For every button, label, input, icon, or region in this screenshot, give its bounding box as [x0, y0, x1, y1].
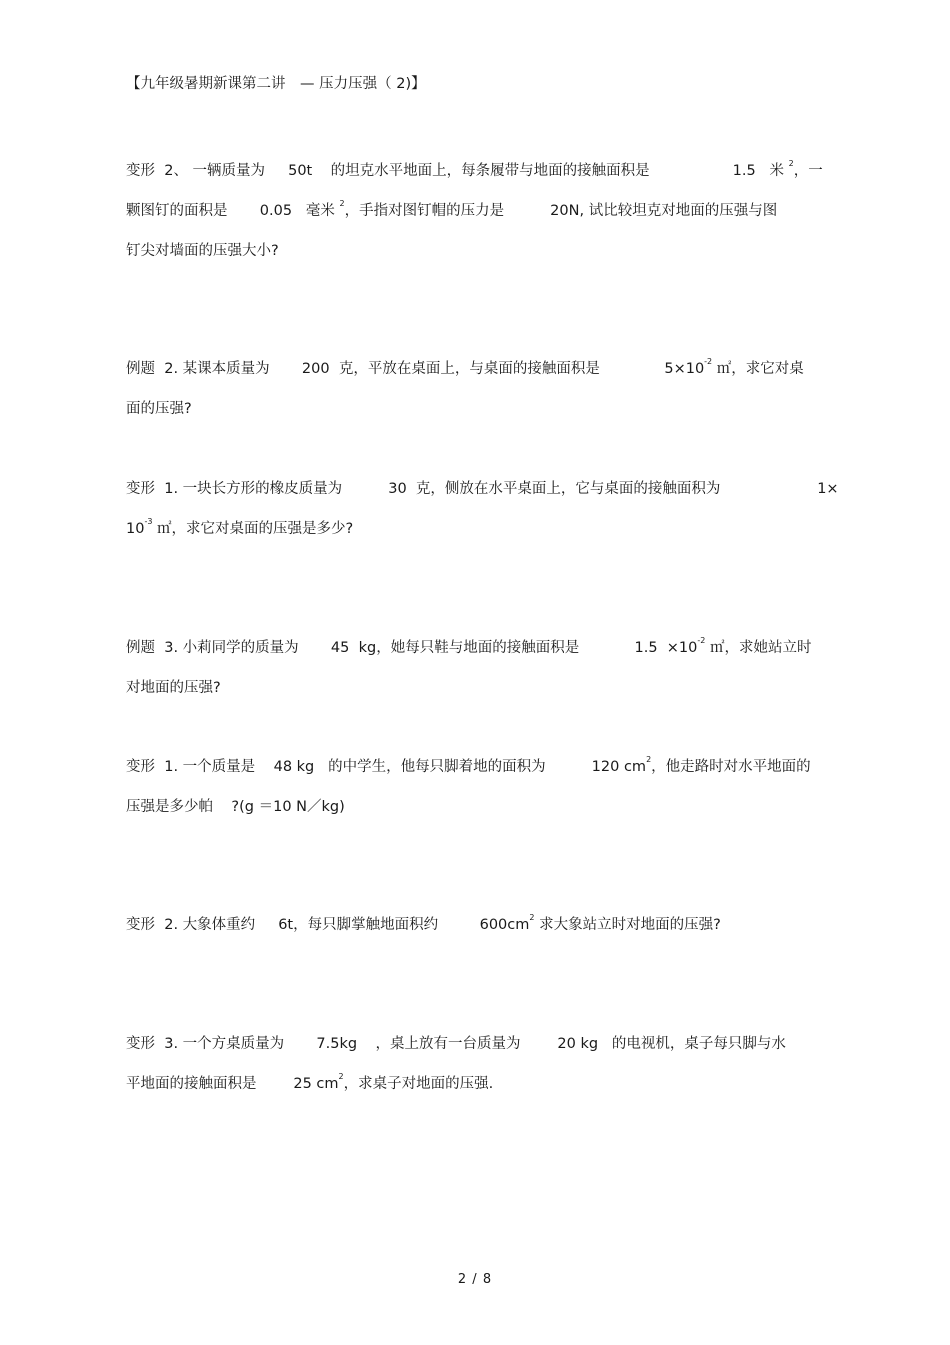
- problem-line: $10^{-3}$ ㎡，求它对桌面的压强是多少?: [126, 517, 354, 537]
- problem-line: 压强是多少帕 ?(g ＝10 N／kg): [126, 799, 345, 815]
- problem-line: 例题 3. 小莉同学的质量为 45 kg，她每只鞋与地面的接触面积是 $1.5 \times 10^{-2}$ ㎡，求她站立时: [126, 636, 812, 656]
- problem-line: 颗图钉的面积是 0.05 毫米 $^2$，手指对图钉帽的压力是 20N, 试比较坦克对地面的压强与图: [126, 199, 778, 219]
- problem-line: 变形 2、 一辆质量为 50t 的坦克水平地面上，每条履带与地面的接触面积是 1.5 米 $^2$，一: [126, 159, 823, 179]
- problem-line: 例题 2. 某课本质量为 200 克，平放在桌面上，与桌面的接触面积是 $5\times 10^{-2}$ ㎡，求它对桌: [126, 357, 804, 377]
- problem-line: 平地面的接触面积是 25 $cm^2$，求桌子对地面的压强.: [126, 1072, 494, 1092]
- problem-line: 变形 1. 一个质量是 48 kg 的中学生，他每只脚着地的面积为 120 $cm^2$，他走路时对水平地面的: [126, 755, 811, 775]
- page-header: 【九年级暑期新课第二讲 — 压力压强（ 2)】: [126, 76, 426, 92]
- problem-line: 对地面的压强?: [126, 680, 221, 696]
- problem-line: 面的压强?: [126, 401, 192, 417]
- problem-line: 钉尖对墙面的压强大小?: [126, 243, 279, 259]
- problem-line: 变形 3. 一个方桌质量为 7.5kg ，桌上放有一台质量为 20 kg 的电视机，桌子每只脚与水: [126, 1036, 786, 1052]
- page-number: 2 / 8: [457, 1272, 493, 1287]
- problem-line: 变形 1. 一块长方形的橡皮质量为 30 克，侧放在水平桌面上，它与桌面的接触面积为 1×: [126, 481, 839, 497]
- problem-line: 变形 2. 大象体重约 6t，每只脚掌触地面积约 $600cm^2$ 求大象站立时对地面的压强?: [126, 913, 721, 933]
